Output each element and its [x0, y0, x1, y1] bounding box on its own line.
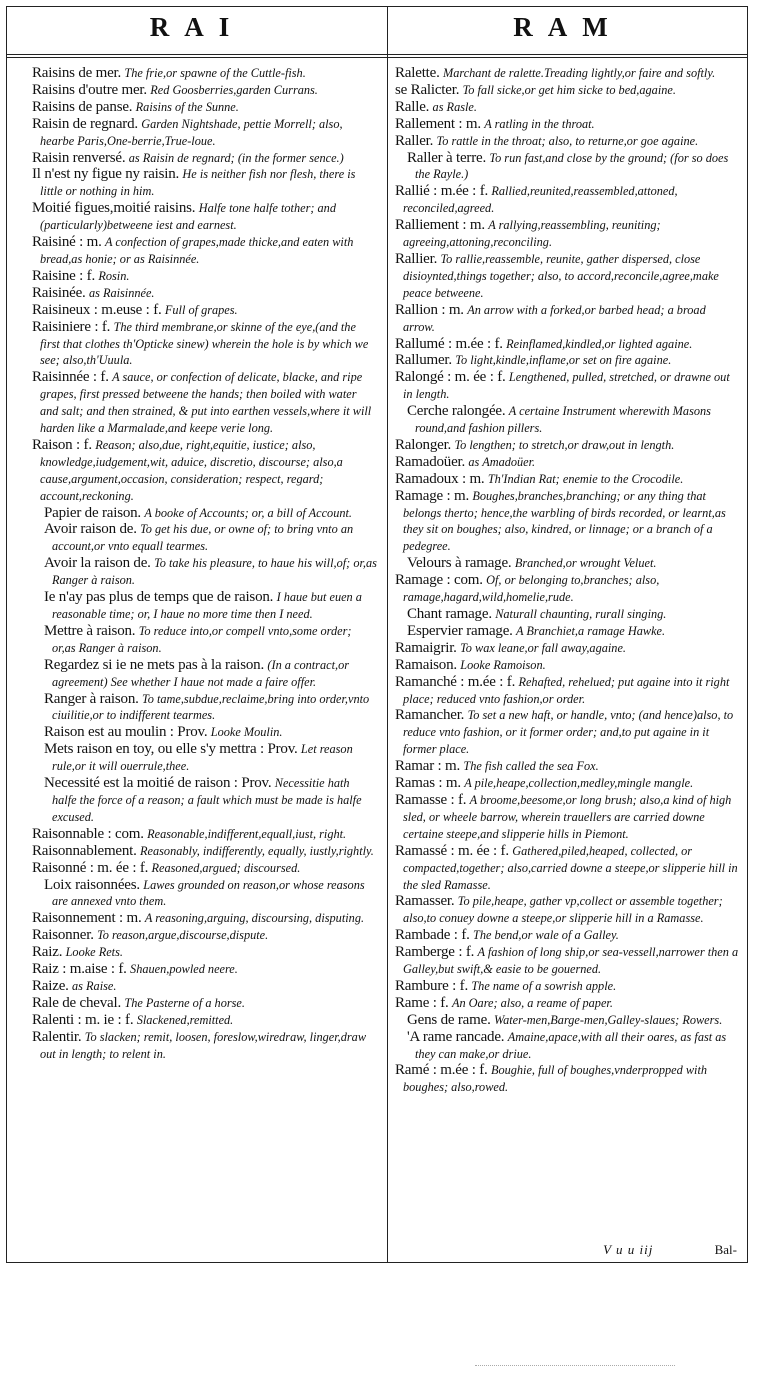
entry-headword: Raisinée.	[32, 284, 86, 301]
entry-headword: Ramage : m.	[395, 487, 470, 504]
entry-headword: Loix raisonnées.	[44, 876, 140, 893]
dictionary-entry	[32, 826, 377, 843]
entry-headword: Rambade : f.	[395, 927, 470, 944]
entry-definition: as Amadoüer.	[468, 454, 536, 469]
dictionary-entry	[395, 217, 739, 251]
entry-definition: A reasoning,arguing, discoursing, disputing.	[144, 911, 365, 926]
dictionary-entry	[395, 1062, 739, 1096]
entry-definition: Necessitie hath halfe the force of a reason; a fault which must be made is halfe excused.	[52, 776, 362, 824]
entry-headword: Rallumer.	[395, 352, 452, 369]
dictionary-entry	[395, 183, 739, 217]
entry-definition: Looke Ramoison.	[460, 657, 546, 672]
entry-definition: Rehafted, rehelued; put againe into it right place; reduced vnto fashion,or order.	[403, 674, 730, 706]
entry-definition: To reason,argue,discourse,dispute.	[97, 928, 269, 943]
entry-definition: A Branchiet,a ramage Hawke.	[516, 623, 666, 638]
dictionary-entry	[395, 403, 739, 437]
dictionary-entry	[395, 471, 739, 488]
dictionary-page	[6, 6, 748, 1263]
entry-definition: Naturall chaunting, rurall singing.	[495, 607, 667, 621]
dictionary-entry	[32, 268, 377, 285]
dictionary-entry	[32, 944, 377, 961]
dictionary-entry	[32, 910, 377, 927]
entry-headword: Regardez si ie ne mets pas à la raison.	[44, 656, 265, 673]
dictionary-entry	[32, 200, 377, 234]
dictionary-entry	[395, 640, 739, 657]
entry-headword: Ralenti : m. ie : f.	[32, 1011, 134, 1028]
header-rule-double	[7, 57, 747, 58]
entry-definition: To fall sicke,or get him sicke to bed,againe.	[462, 82, 676, 97]
dictionary-entry	[32, 843, 377, 860]
entry-headword: Rame : f.	[395, 994, 449, 1011]
entry-definition: Gathered,piled,heaped, collected, or compacted,together; also,carried downe a steepe,or slipperie hill in the sled Ramasse.	[403, 843, 738, 892]
entry-headword: Mettre à raison.	[44, 622, 136, 639]
entry-definition: Slackened,remitted.	[136, 1012, 234, 1027]
dictionary-entry	[32, 657, 377, 691]
entry-definition: Reason; also,due, right,equitie, iustice; also, knowledge,iudgement,wit, aduice, discretio, discourse; also,a cause,argument,occasion, consideration; respect, regard; account,reckoning.	[40, 437, 343, 503]
dictionary-entry	[32, 319, 377, 370]
entry-headword: Rallion : m.	[395, 301, 464, 318]
dictionary-entry	[32, 978, 377, 995]
dictionary-entry	[395, 133, 739, 150]
entry-definition: Let reason rule,or it will ouerrule,thee.	[52, 742, 353, 774]
entry-definition: Of, or belonging to,branches; also, ramage,hagard,wild,homelie,rude.	[403, 573, 660, 605]
entry-headword: Raisin renversé.	[32, 149, 126, 166]
entry-definition: To lengthen; to stretch,or draw,out in length.	[454, 437, 675, 452]
dictionary-entry	[32, 150, 377, 167]
entry-headword: Ramancher.	[395, 707, 465, 724]
entry-headword: Velours à ramage.	[407, 555, 512, 572]
dictionary-entry	[395, 893, 739, 927]
entry-headword: Ramanché : m.ée : f.	[395, 673, 516, 690]
entry-definition: Red Goosberries,garden Currans.	[150, 82, 318, 97]
entry-definition: To set a new haft, or handle, vnto; (and hence)also, to reduce vnto fashion, or it former order; and,to put againe in it former place.	[403, 708, 734, 757]
entry-headword: Raller à terre.	[407, 149, 487, 166]
entry-headword: Gens de rame.	[407, 1011, 491, 1028]
entry-headword: Ramage : com.	[395, 572, 483, 589]
dictionary-entry	[32, 505, 377, 522]
dictionary-entry	[32, 1029, 377, 1063]
entry-definition: The fish called the sea Fox.	[463, 759, 599, 774]
entry-headword: Raisonnablement.	[32, 842, 137, 859]
entry-headword: Ralle.	[395, 98, 430, 115]
entry-headword: Mets raison en toy, ou elle s'y mettra : Prov.	[44, 741, 298, 758]
scan-artifact-line	[475, 1365, 675, 1366]
entry-headword: 'A rame rancade.	[407, 1028, 505, 1045]
entry-definition: Shauen,powled neere.	[130, 962, 238, 977]
dictionary-entry	[395, 707, 739, 758]
entry-headword: Raisins d'outre mer.	[32, 81, 147, 98]
entry-headword: Raisiniere : f.	[32, 318, 111, 335]
entry-headword: Il n'est ny figue ny raisin.	[32, 166, 180, 183]
entry-definition: To wax leane,or fall away,againe.	[460, 640, 626, 655]
entry-headword: Raison : f.	[32, 436, 92, 453]
entry-definition: The bend,or wale of a Galley.	[473, 928, 619, 943]
dictionary-entry	[395, 758, 739, 775]
running-head-right: RAM	[513, 11, 623, 42]
entry-headword: Raisonnable : com.	[32, 825, 144, 842]
dictionary-entry	[395, 65, 739, 82]
entry-definition: To light,kindle,inflame,or set on fire againe.	[455, 353, 672, 368]
entry-headword: Raisonné : m. ée : f.	[32, 859, 149, 876]
entry-headword: Necessité est la moitié de raison : Prov.	[44, 775, 272, 792]
entry-definition: as Raisinnée.	[88, 285, 155, 300]
dictionary-entry	[395, 927, 739, 944]
dictionary-entry	[32, 691, 377, 725]
entry-headword: Rale de cheval.	[32, 994, 122, 1011]
dictionary-entry	[395, 944, 739, 978]
dictionary-entry	[32, 860, 377, 877]
entry-definition: To slacken; remit, loosen, foreslow,wiredraw, linger,draw out in length; to relent in.	[40, 1029, 367, 1061]
dictionary-entry	[395, 792, 739, 843]
entry-headword: Ramassé : m. ée : f.	[395, 842, 509, 859]
dictionary-entry	[32, 99, 377, 116]
page-footer	[603, 1242, 737, 1258]
dictionary-entry	[32, 302, 377, 319]
entry-definition: Marchant de ralette.Treading lightly,or faire and softly.	[442, 66, 716, 80]
entry-headword: Raisineux : m.euse : f.	[32, 301, 162, 318]
dictionary-entry	[395, 978, 739, 995]
dictionary-entry	[395, 82, 739, 99]
entry-definition: Lawes grounded on reason,or whose reasons are annexed vnto them.	[52, 877, 365, 909]
dictionary-entry	[32, 961, 377, 978]
entry-definition: (In a contract,or agreement) See whether I haue not made a faire offer.	[52, 657, 349, 689]
entry-headword: Moitié figues,moitié raisins.	[32, 200, 196, 217]
entry-definition: A booke of Accounts; or, a bill of Account.	[144, 505, 352, 520]
header-rule	[7, 54, 747, 55]
dictionary-entry	[395, 657, 739, 674]
entry-headword: Ralette.	[395, 65, 440, 81]
dictionary-entry	[395, 995, 739, 1012]
dictionary-entry	[395, 843, 739, 894]
entry-headword: Ralonger.	[395, 436, 452, 453]
left-column	[32, 65, 377, 1062]
entry-headword: Ramasse : f.	[395, 791, 467, 808]
signature-mark: V u u iij	[603, 1242, 654, 1257]
dictionary-entry	[32, 775, 377, 826]
entry-headword: Raiz.	[32, 944, 63, 961]
entry-definition: To take his pleasure, to haue his will,of; or,as Ranger à raison.	[52, 556, 377, 588]
dictionary-entry	[32, 741, 377, 775]
dictionary-entry	[32, 724, 377, 741]
entry-definition: Water-men,Barge-men,Galley-slaues; Rowers.	[493, 1012, 723, 1027]
dictionary-entry	[395, 488, 739, 556]
dictionary-entry	[395, 1029, 739, 1063]
entry-definition: as Rasle.	[432, 99, 477, 114]
entry-definition: Halfe tone halfe tother; and (particularly)betweene iest and earnest.	[40, 201, 336, 233]
dictionary-entry	[395, 437, 739, 454]
dictionary-entry	[32, 65, 377, 82]
entry-definition: The frie,or spawne of the Cuttle-fish.	[124, 66, 306, 80]
dictionary-entry	[32, 82, 377, 99]
entry-definition: A certaine Instrument wherewith Masons round,and fashion pillers.	[415, 404, 711, 436]
entry-definition: Garden Nightshade, pettie Morrell; also, hearbe Paris,One-berrie,True-loue.	[40, 116, 343, 148]
entry-definition: Reasonable,indifferent,equall,iust, right.	[147, 826, 347, 841]
entry-headword: Ralongé : m. ée : f.	[395, 369, 506, 386]
entry-definition: as Raisin de regnard; (in the former sence.)	[128, 150, 344, 165]
entry-definition: An arrow with a forked,or barbed head; a broad arrow.	[403, 302, 706, 334]
dictionary-entry	[32, 555, 377, 589]
dictionary-entry	[32, 877, 377, 911]
dictionary-entry	[32, 927, 377, 944]
entry-definition: Full of grapes.	[164, 302, 238, 317]
dictionary-entry	[395, 1012, 739, 1029]
entry-definition: He is neither fish nor flesh, there is little or nothing in him.	[40, 167, 356, 199]
entry-headword: Ramaison.	[395, 656, 457, 673]
entry-headword: Papier de raison.	[44, 504, 141, 521]
entry-definition: Rosin.	[98, 268, 130, 283]
entry-definition: To get his due, or owne of; to bring vnto an account,or vnto equall tearmes.	[52, 522, 354, 554]
entry-definition: Boughie, full of boughes,vnderpropped with boughes; also,rowed.	[403, 1063, 708, 1095]
entry-headword: Raisonner.	[32, 927, 94, 944]
entry-headword: Ramadoüer.	[395, 453, 466, 470]
entry-headword: Ramas : m.	[395, 775, 461, 792]
entry-headword: Chant ramage.	[407, 606, 492, 622]
entry-headword: Ramé : m.ée : f.	[395, 1062, 488, 1079]
entry-headword: Ramaigrir.	[395, 639, 457, 656]
dictionary-entry	[395, 336, 739, 353]
entry-headword: Raisins de panse.	[32, 98, 133, 115]
dictionary-entry	[32, 116, 377, 150]
entry-definition: as Raise.	[72, 978, 117, 993]
entry-headword: Ramberge : f.	[395, 944, 475, 961]
entry-headword: Espervier ramage.	[407, 622, 513, 639]
entry-headword: Ie n'ay pas plus de temps que de raison.	[44, 589, 274, 606]
entry-definition: A ratling in the throat.	[484, 116, 595, 131]
entry-headword: Raize.	[32, 977, 69, 994]
entry-headword: Raisine : f.	[32, 267, 96, 284]
entry-definition: Rallied,reunited,reassembled,attoned, reconciled,agreed.	[403, 184, 678, 216]
dictionary-entry	[395, 454, 739, 471]
entry-definition: I haue but euen a reasonable time; or, I haue no more time then I need.	[52, 590, 362, 621]
dictionary-entry	[32, 285, 377, 302]
entry-definition: To rattle in the throat; also, to returne,or goe againe.	[436, 133, 699, 148]
entry-headword: Ramasser.	[395, 893, 455, 910]
dictionary-entry	[395, 555, 739, 572]
entry-headword: Rallier.	[395, 250, 438, 267]
dictionary-entry	[395, 302, 739, 336]
entry-definition: A rallying,reassembling, reuniting; agreeing,attoning,reconciling.	[403, 218, 661, 250]
entry-headword: Rambure : f.	[395, 977, 468, 994]
dictionary-entry	[32, 369, 377, 437]
entry-definition: Lengthened, pulled, stretched, or drawne out in length.	[403, 370, 730, 402]
catchword: Bal-	[714, 1242, 737, 1257]
dictionary-entry	[395, 251, 739, 302]
entry-definition: Looke Moulin.	[210, 725, 283, 740]
dictionary-entry	[32, 995, 377, 1012]
entry-headword: Cerche ralongée.	[407, 403, 506, 420]
dictionary-entry	[395, 352, 739, 369]
entry-definition: To rallie,reassemble, reunite, gather dispersed, close disioynted,things together; also, to accord,reconcile,agree,make peace betweene.	[403, 251, 719, 300]
column-divider	[387, 7, 388, 1262]
entry-definition: The third membrane,or skinne of the eye,(and the first that clothes th'Opticke sinew) wherein the hole is by which we see; also,th'Uuula.	[40, 319, 369, 368]
entry-headword: Raisonnement : m.	[32, 910, 142, 927]
entry-definition: To reduce into,or compell vnto,some order; or,as Ranger à raison.	[52, 623, 352, 655]
dictionary-entry	[32, 623, 377, 657]
running-head-left: RAI	[149, 11, 245, 42]
dictionary-entry	[395, 116, 739, 133]
entry-headword: Rallumé : m.ée : f.	[395, 335, 503, 352]
dictionary-entry	[395, 674, 739, 708]
entry-headword: Ralliement : m.	[395, 217, 485, 234]
dictionary-entry	[32, 1012, 377, 1029]
entry-headword: Raisiné : m.	[32, 234, 102, 251]
entry-headword: Rallié : m.ée : f.	[395, 183, 489, 200]
entry-headword: Raller.	[395, 132, 434, 149]
entry-definition: The Pasterne of a horse.	[124, 995, 245, 1010]
right-column	[395, 65, 739, 1096]
entry-definition: A broome,beesome,or long brush; also,a kind of high sled, or wheele barrow, wherein trauellers are carried downe certaine steepe,and slipperie hills in Piemont.	[403, 792, 732, 841]
dictionary-entry	[32, 234, 377, 268]
entry-headword: Raisins de mer.	[32, 65, 122, 81]
dictionary-entry	[395, 606, 739, 623]
entry-definition: To tame,subdue,reclaime,bring into order,vnto ciuilitie,or to indifferent tearmes.	[52, 691, 370, 723]
dictionary-entry	[32, 589, 377, 623]
dictionary-entry	[395, 572, 739, 606]
entry-definition: Raisins of the Sunne.	[135, 99, 239, 114]
entry-headword: Raisinnée : f.	[32, 369, 109, 386]
entry-headword: Raiz : m.aise : f.	[32, 961, 127, 978]
entry-definition: An Oare; also, a reame of paper.	[451, 995, 613, 1010]
entry-definition: Reasoned,argued; discoursed.	[151, 860, 301, 875]
entry-definition: A sauce, or confection of delicate, blacke, and ripe grapes, first pressed betweene the hands; then boiled with water and salt; and then strained, & put into earthen vessels,where it will harden like a Marmalade,and keepe verie long.	[40, 370, 372, 436]
entry-definition: To run fast,and close by the ground; (for so does the Rayle.)	[415, 150, 729, 182]
entry-definition: A pile,heape,collection,medley,mingle mangle.	[464, 776, 694, 791]
entry-definition: Amaine,apace,with all their oares, as fast as they can make,or driue.	[415, 1029, 727, 1061]
entry-definition: Looke Rets.	[65, 945, 123, 960]
entry-headword: Ramadoux : m.	[395, 470, 485, 487]
entry-definition: Reasonably, indifferently, equally, iustly,rightly.	[140, 843, 374, 858]
entry-headword: Ranger à raison.	[44, 690, 139, 707]
entry-headword: Raisin de regnard.	[32, 115, 138, 132]
entry-headword: Avoir raison de.	[44, 521, 137, 538]
entry-headword: Rallement : m.	[395, 115, 481, 132]
entry-definition: A fashion of long ship,or sea-vessell,narrower then a Galley,but swift,& easie to be gouerned.	[403, 945, 739, 977]
entry-definition: Branched,or wrought Veluet.	[514, 556, 657, 571]
entry-definition: Reinflamed,kindled,or lighted againe.	[506, 336, 693, 351]
dictionary-entry	[32, 521, 377, 555]
entry-headword: Ralentir.	[32, 1028, 82, 1045]
entry-definition: Th'Indian Rat; enemie to the Crocodile.	[487, 471, 684, 486]
entry-definition: To pile,heape, gather vp,collect or assemble together; also,to conuey downe a steepe,or slipperie hill in a Ramasse.	[403, 894, 723, 926]
entry-definition: The name of a sowrish apple.	[471, 978, 617, 993]
entry-headword: Ramar : m.	[395, 758, 461, 775]
dictionary-entry	[32, 166, 377, 200]
entry-definition: A confection of grapes,made thicke,and eaten with bread,as honie; or as Raisinnée.	[40, 235, 354, 266]
dictionary-entry	[395, 623, 739, 640]
entry-headword: se Ralicter.	[395, 81, 460, 98]
entry-headword: Raison est au moulin : Prov.	[44, 724, 208, 741]
entry-headword: Avoir la raison de.	[44, 555, 151, 572]
dictionary-entry	[395, 775, 739, 792]
dictionary-entry	[32, 437, 377, 505]
dictionary-entry	[395, 150, 739, 184]
dictionary-entry	[395, 369, 739, 403]
dictionary-entry	[395, 99, 739, 116]
entry-definition: Boughes,branches,branching; or any thing that belongs therto; hence,the warbling of birds recorded, or learnt,as they sit on boughes; also, kindred, or linnage; or a branch of a pedegree.	[403, 488, 726, 554]
